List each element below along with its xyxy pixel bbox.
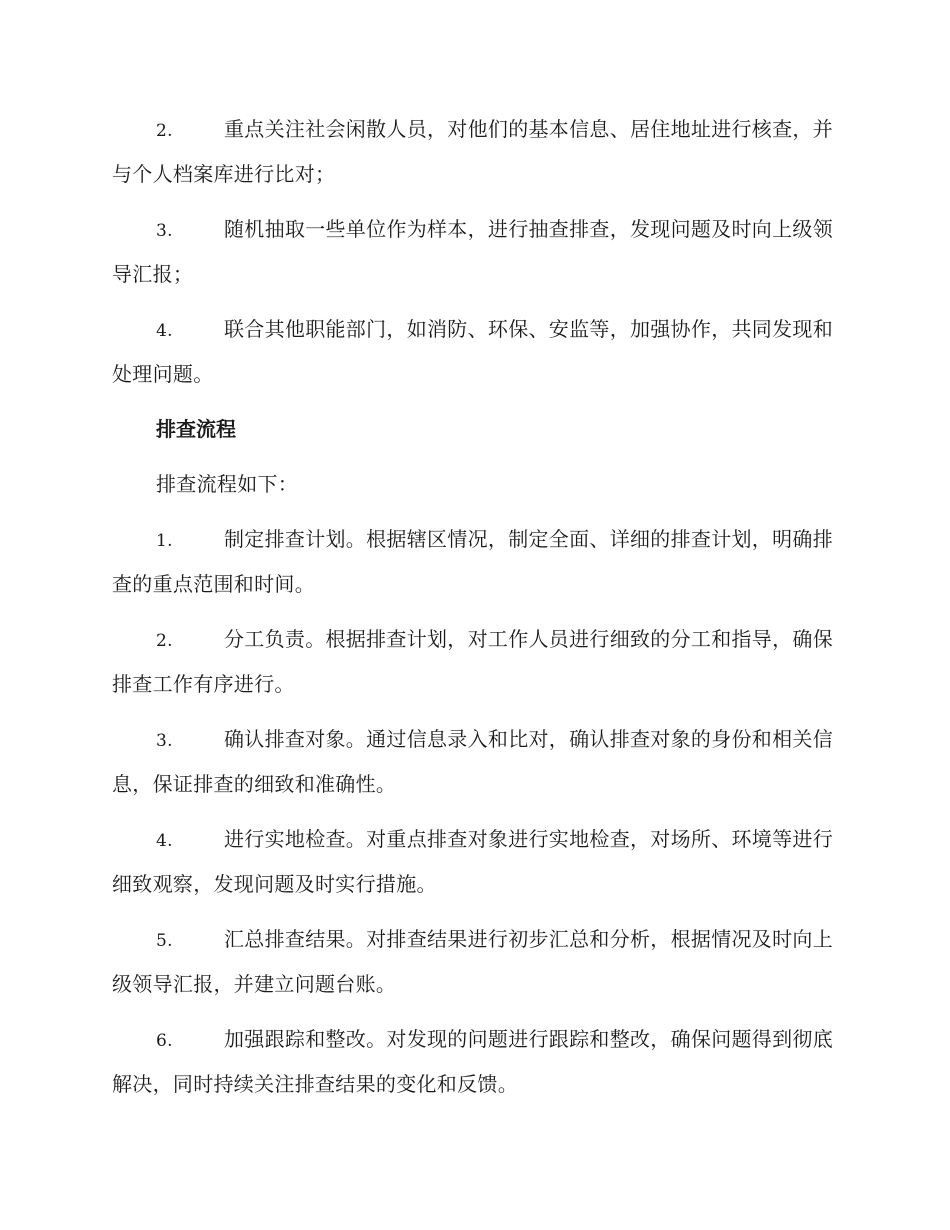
section-intro: 排查流程如下： bbox=[156, 472, 299, 496]
document-page bbox=[112, 108, 834, 1118]
item-text: 分工负责。根据排查计划，对工作人员进行细致的分工和指导，确保排查工作有序进行。 bbox=[112, 627, 833, 696]
list-item bbox=[112, 1018, 834, 1106]
list-item bbox=[112, 518, 834, 606]
item-text: 汇总排查结果。对排查结果进行初步汇总和分析，根据情况及时向上级领导汇报，并建立问题台账。 bbox=[112, 927, 833, 996]
list-item bbox=[112, 918, 834, 1006]
item-number: 5. bbox=[156, 931, 173, 951]
item-number: 2. bbox=[156, 121, 173, 141]
item-text: 确认排查对象。通过信息录入和比对，确认排查对象的身份和相关信息，保证排查的细致和准确性。 bbox=[112, 727, 833, 796]
item-text: 进行实地检查。对重点排查对象进行实地检查，对场所、环境等进行细致观察，发现问题及时实行措施。 bbox=[112, 827, 833, 896]
list-item bbox=[112, 818, 834, 906]
item-text: 加强跟踪和整改。对发现的问题进行跟踪和整改，确保问题得到彻底解决，同时持续关注排查结果的变化和反馈。 bbox=[112, 1027, 833, 1096]
section-heading: 排查流程 bbox=[156, 417, 236, 441]
list-item bbox=[112, 108, 834, 196]
list-item bbox=[112, 208, 834, 296]
item-number: 4. bbox=[156, 831, 173, 851]
list-item bbox=[112, 308, 834, 396]
item-number: 6. bbox=[156, 1031, 173, 1051]
item-number: 3. bbox=[156, 731, 173, 751]
item-number: 1. bbox=[156, 531, 173, 551]
item-text: 制定排查计划。根据辖区情况，制定全面、详细的排查计划，明确排查的重点范围和时间。 bbox=[112, 527, 833, 596]
list-item bbox=[112, 718, 834, 806]
item-text: 联合其他职能部门，如消防、环保、安监等，加强协作，共同发现和处理问题。 bbox=[112, 317, 833, 386]
item-number: 3. bbox=[156, 221, 173, 241]
item-number: 4. bbox=[156, 321, 173, 341]
item-text: 重点关注社会闲散人员，对他们的基本信息、居住地址进行核查，并与个人档案库进行比对； bbox=[112, 117, 833, 186]
list-item bbox=[112, 618, 834, 706]
item-text: 随机抽取一些单位作为样本，进行抽查排查，发现问题及时向上级领导汇报； bbox=[112, 217, 833, 286]
item-number: 2. bbox=[156, 631, 173, 651]
